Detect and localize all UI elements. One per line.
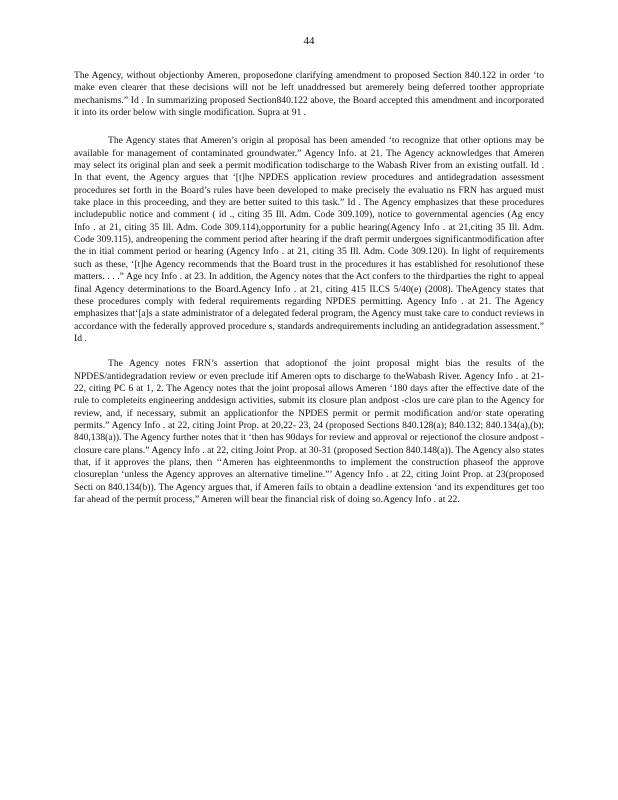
paragraph-agency-procedures: The Agency states that Ameren’s origin al proposal has been amended ‘to recognize that other options may be available for management of contaminated groundwater.” Agency Info. at 21. The Agency acknowledges that Ameren may select its original plan and seek a permit modification todischarge to the Wabash River from an existing outfall. Id . In that event, the Agency argues that ‘[t]he NPDES application review procedures and antidegradation assessment procedures set forth in the Board’s rules have been developed to make precisely the evaluatio ns FRN has argued must take place in this proceeding, and they are better suited to this task.” Id . The Agency emphasizes that these procedures includepublic notice and comment ( id ., citing 35 Ill. Adm. Code 309.109), notice to governmental agencies (Ag ency Info . at 21, citing 35 Ill. Adm. Code 309.114),opportunity for a public hearing(Agency Info . at 21,citing 35 Ill. Adm. Code 309.115), andreopening the comment period after hearing if the draft permit undergoes significantmodification after the in itial comment period or hearing (Agency Info . at 21, citing 35 Ill. Adm. Code 309.120). In light of requirements such as these, ‘[t]he Agency recommends that the Board trust in the procedures it has established for resolutionof these matters. . . .” Age ncy Info . at 23. In addition, the Agency notes that the Act confers to the thirdparties the right to appeal final Agency determinations to the Board.Agency Info . at 21, citing 415 ILCS 5/40(e) (2008). TheAgency states that these procedures comply with federal requirements regarding NPDES permitting. Agency Info . at 21. The Agency emphasizes that‘[a]s a state administrator of a delegated federal program, the Agency must take care to conduct reviews in accordance with the federally approved procedure s, standards andrequirements including an antidegradation assessment.” Id . xyxy=(74,135,544,344)
paragraph-agency-amendment: The Agency, without objectionby Ameren, proposedone clarifying amendment to proposed Section 840.122 in order ‘to make even clearer that these decisions will not be left unaddressed but aremerely being deferred toother appropriate mechanisms.” Id . In summarizing proposed Section840.122 above, the Board accepted this amendment and incorporated it into its order below with single modification. Supra at 91 . xyxy=(74,70,544,119)
paragraph-frn-assertion: The Agency notes FRN’s assertion that adoptionof the joint proposal might bias the results of the NPDES/antidegradation review or even preclude itif Ameren opts to discharge to theWabash River. Agency Info . at 21- 22, citing PC 6 at 1, 2. The Agency notes that the joint proposal allows Ameren ‘180 days after the effective date of the rule to completeits engineering anddesign activities, submit its closure plan andpost -clos ure care plan to the Agency for review, and, if necessary, submit an applicationfor the NPDES permit or permit modification and/or state operating permits.” Agency Info . at 22, citing Joint Prop. at 20,22- 23, 24 (proposed Sections 840.128(a); 840.132; 840.134(a),(b); 840,138(a)). The Agency further notes that it ‘then has 90days for review and approval or rejectionof the closure andpost -closure care plans.” Agency Info . at 22, citing Joint Prop. at 30-31 (proposed Section 840.148(a)). The Agency also states that, if it approves the plans, then ‘‘Ameren has eighteenmonths to implement the construction phaseof the approve closureplan ‘unless the Agency approves an alternative timeline.”’ Agency Info . at 22, citing Joint Prop. at 23(proposed Secti on 840.134(b)). The Agency argues that, if Ameren fails to obtain a deadline extension ‘and its expenditures get too far ahead of the permit process,” Ameren will bear the financial risk of doing so.Agency Info . at 22. xyxy=(74,358,544,505)
page-number: 44 xyxy=(303,35,315,47)
body-text xyxy=(74,70,544,506)
